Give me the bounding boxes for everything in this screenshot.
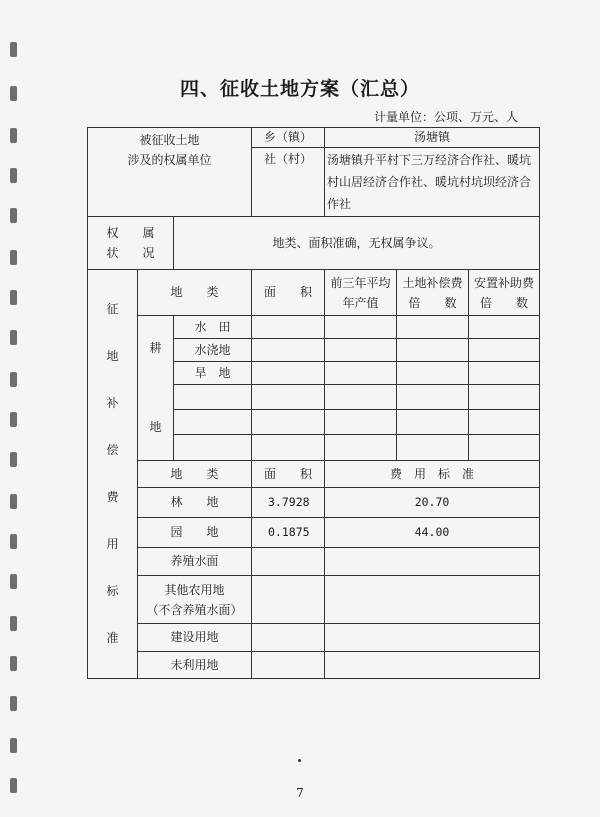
binder-holes	[8, 0, 22, 817]
row-other-agri-label: 其他农用地 （不含养殖水面）	[138, 576, 252, 624]
row-unused-label: 未利用地	[138, 652, 252, 679]
header-land-type: 地 类	[138, 270, 252, 316]
arable-row-empty	[174, 385, 252, 410]
arable-row-dry: 旱 地	[174, 362, 252, 385]
owner-label: 被征收土地 涉及的权属单位	[88, 128, 252, 217]
ownership-value: 地类、面积准确，无权属争议。	[174, 217, 540, 270]
village-label: 社（村）	[252, 148, 325, 217]
header2-area: 面 积	[252, 461, 325, 488]
header-resettlement: 安置补助费 倍 数	[469, 270, 540, 316]
arable-row-irrigated: 水浇地	[174, 339, 252, 362]
row-forest-label: 林 地	[138, 488, 252, 518]
row-aquaculture-fee	[325, 548, 540, 576]
row-garden-area: 0.1875	[252, 518, 325, 548]
header-area: 面 积	[252, 270, 325, 316]
standard-side-label: 征 地 补 偿 费 用 标 准	[88, 270, 138, 679]
header2-land-type: 地 类	[138, 461, 252, 488]
arable-row-empty	[174, 435, 252, 461]
row-construction-label: 建设用地	[138, 624, 252, 652]
row-other-agri-area	[252, 576, 325, 624]
row-construction-fee	[325, 624, 540, 652]
row-garden-label: 园 地	[138, 518, 252, 548]
township-label: 乡（镇）	[252, 128, 325, 148]
row-aquaculture-area	[252, 548, 325, 576]
row-forest-fee: 20.70	[325, 488, 540, 518]
village-value: 汤塘镇升平村下三万经济合作社、暖坑村山居经济合作社、暖坑村坑坝经济合作社	[325, 148, 540, 217]
header-land-compensation: 土地补偿费 倍 数	[397, 270, 469, 316]
row-construction-area	[252, 624, 325, 652]
unit-note: 计量单位：公项、万元、人	[373, 110, 518, 124]
row-other-agri-fee	[325, 576, 540, 624]
row-garden-fee: 44.00	[325, 518, 540, 548]
row-aquaculture-label: 养殖水面	[138, 548, 252, 576]
township-value: 汤塘镇	[325, 128, 540, 148]
row-unused-area	[252, 652, 325, 679]
ownership-label: 权 属 状 况	[88, 217, 174, 270]
row-forest-area: 3.7928	[252, 488, 325, 518]
page-number: 7	[296, 786, 304, 800]
arable-row-empty	[174, 410, 252, 435]
header-avg-output: 前三年平均 年产值	[325, 270, 397, 316]
scan-dot	[298, 759, 301, 762]
header2-fee: 费 用 标 准	[325, 461, 540, 488]
row-unused-fee	[325, 652, 540, 679]
page-title: 四、征收土地方案（汇总）	[179, 78, 420, 100]
arable-label: 耕 地	[138, 316, 174, 461]
land-plan-table	[87, 127, 540, 679]
arable-row-paddy: 水 田	[174, 316, 252, 339]
